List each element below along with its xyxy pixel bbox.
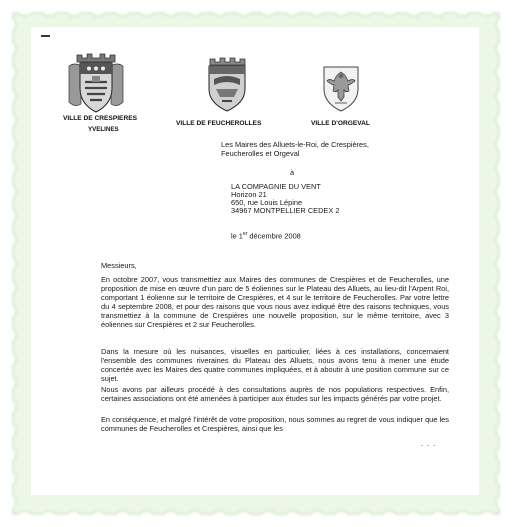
city-name-orgeval: VILLE D'ORGEVAL [311,120,370,127]
paragraph-2: Dans la mesure où les nuisances, visuelles en particulier, liées à ces installations, concernaient l'ensemble des communes riveraines du Plateau des Alluets, nous avons tenu à mener une étude concertée avec les Maires des quatre communes impliquées, et à aboutir à une position commune sur ce sujet. [101,347,449,383]
date-rest: décembre 2008 [247,231,301,241]
date-superscript: er [242,231,248,237]
recipient-line-3: 34967 MONTPELLIER CEDEX 2 [231,206,340,215]
city-name-crespieres: VILLE DE CRESPIERES [63,115,138,122]
date-prefix: le 1 [231,231,243,241]
city-name-feucherolles: VILLE DE FEUCHEROLLES [176,120,262,127]
paragraph-3: Nous avons par ailleurs procédé à des consultations auprès de nos populations respectives. Enfin, certaines associations ont été amenées à participer aux études sur les impacts générés par votre projet. [101,385,449,403]
feucherolles-coat-of-arms [204,55,250,113]
recipient-company: LA COMPAGNIE DU VENT [231,182,321,191]
paragraph-4: En conséquence, et malgré l'intérêt de votre proposition, nous sommes au regret de vous indiquer que les communes de Feucherolles et Crespières, ainsi que les [101,415,449,433]
crespieres-coat-of-arms [67,52,125,114]
sender-line-1: Les Maires des Alluets-le-Roi, de Crespières, [221,140,369,149]
scan-mark [41,35,50,37]
paragraph-1: En octobre 2007, vous transmettiez aux Maires des communes de Crespières et de Feucherolles, une proposition de mise en œuvre d'un parc de 5 éoliennes sur le Plateau des Alluets, au lieu-dit l'Arpent Roi, comportant 1 éolienne sur le territoire de Crespières, et 4 sur le territoire de Feucherolles. Par votre lettre du 4 septembre 2008, et pour des raisons que vous nous avez indiqué être des raisons techniques, vous transmettiez à la commune de Crespières une nouvelle proposition, sur le même territoire, avec 3 éoliennes sur Crespières et 2 sur Feucherolles. [101,275,449,329]
letter-date [231,230,301,241]
to-label: à [290,168,295,177]
city-subtitle-yvelines: YVELINES [88,126,119,133]
sender-line-2: Feucherolles et Orgeval [221,149,300,158]
continuation-dots: . . . [421,439,437,448]
letter-page [31,27,479,495]
salutation: Messieurs, [101,261,137,270]
recipient-line-1: Horizon 21 [231,190,267,199]
orgeval-coat-of-arms [318,63,364,113]
recipient-line-2: 650, rue Louis Lépine [231,198,303,207]
